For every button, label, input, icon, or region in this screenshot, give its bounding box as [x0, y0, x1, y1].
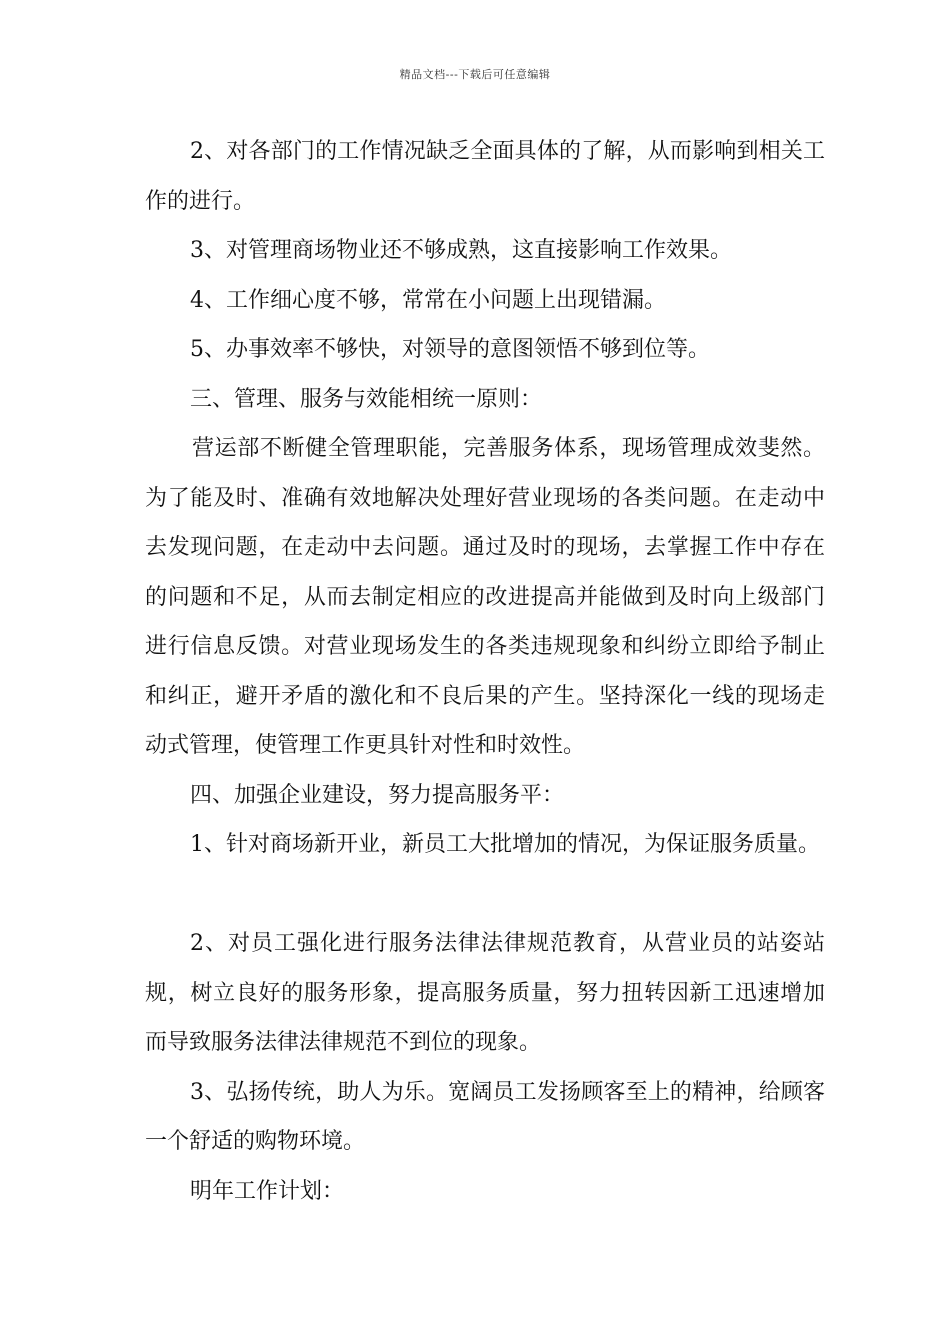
paragraph-item-3: 3、对管理商场物业还不够成熟，这直接影响工作效果。 [190, 238, 732, 263]
document-body [145, 127, 825, 1216]
section-heading-3: 三、管理、服务与效能相统一原则： [190, 386, 543, 412]
paragraph-item-5: 5、办事效率不够快，对领导的意图领悟不够到位等。 [190, 337, 710, 362]
page-header: 精品文档---下载后可任意编辑 [399, 68, 551, 81]
paragraph-item-3b: 3、弘扬传统，助人为乐。宽阔员工发扬顾客至上的精神，给顾客一个舒适的购物环境。 [145, 1079, 825, 1154]
paragraph-operations: 营运部不断健全管理职能，完善服务体系，现场管理成效斐然。为了能及时、准确有效地解决处理好营业现场的各类问题。在走动中去发现问题，在走动中去问题。通过及时的现场，去掌握工作中存在的问题和不足，从而去制定相应的改进提高并能做到及时向上级部门进行信息反馈。对营业现场发生的各类违规现象和纠纷立即给予制止和纠正，避开矛盾的激化和不良后果的产生。坚持深化一线的现场走动式管理，使管理工作更具针对性和时效性。 [145, 436, 825, 758]
paragraph-item-4: 4、工作细心度不够，常常在小问题上出现错漏。 [190, 287, 666, 313]
paragraph-item-2: 2、对各部门的工作情况缺乏全面具体的了解，从而影响到相关工作的进行。 [145, 139, 825, 214]
section-heading-plan: 明年工作计划： [190, 1178, 345, 1204]
section-heading-4: 四、加强企业建设，努力提高服务平： [190, 782, 565, 808]
paragraph-item-1: 1、针对商场新开业，新员工大批增加的情况，为保证服务质量。 [190, 832, 820, 857]
blank-line [145, 870, 825, 920]
paragraph-item-2b: 2、对员工强化进行服务法律法律规范教育，从营业员的站姿站规，树立良好的服务形象，提高服务质量，努力扭转因新工迅速增加而导致服务法律法律规范不到位的现象。 [145, 931, 825, 1055]
